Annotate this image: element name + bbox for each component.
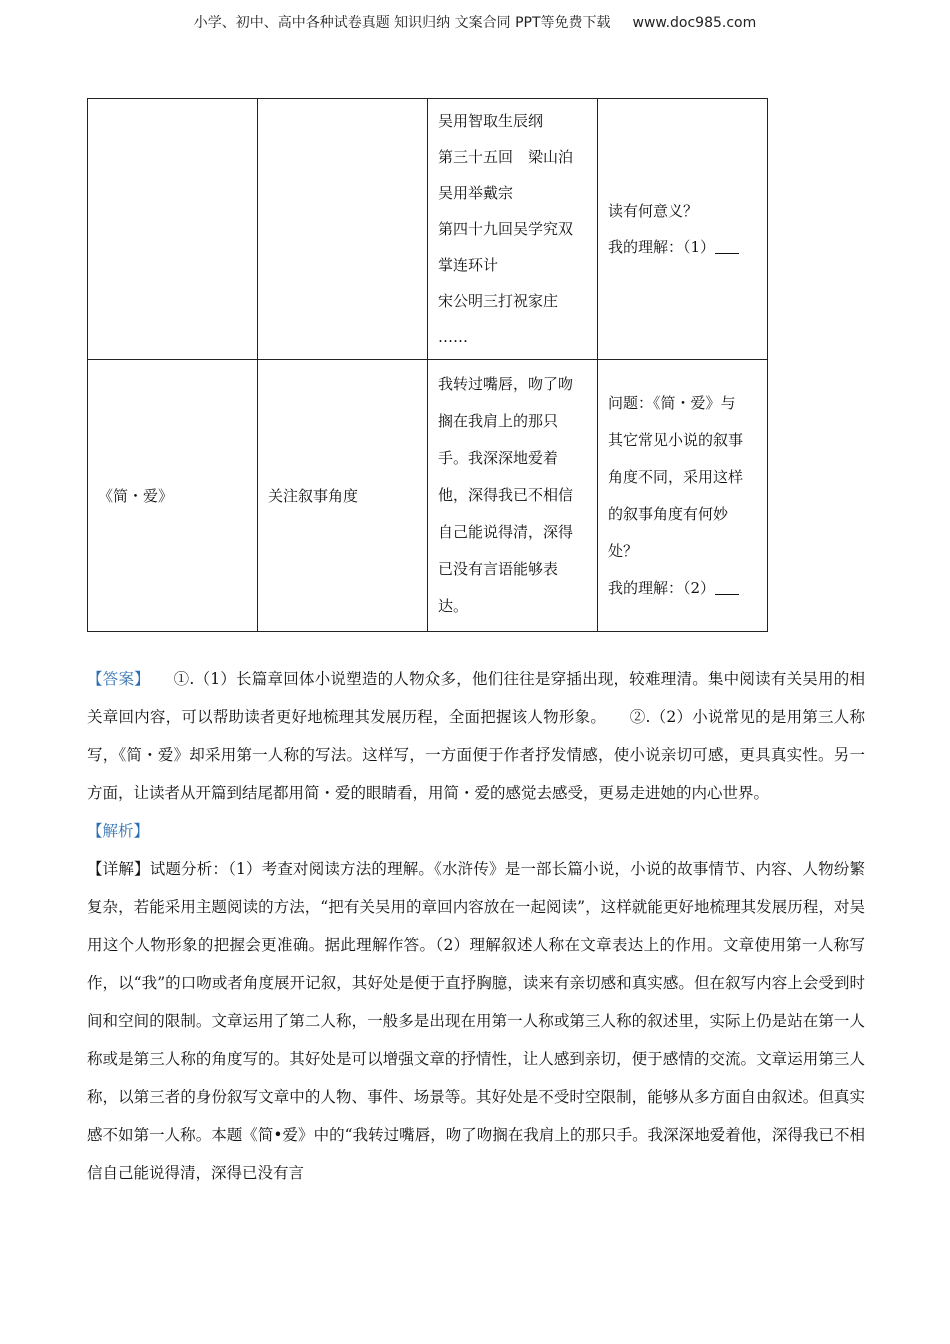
answer-blank[interactable] [715, 579, 739, 595]
answer-blank[interactable] [715, 238, 739, 254]
analysis-paragraph [87, 850, 865, 1192]
analysis-tag: 【解析】 [87, 822, 150, 840]
content-line: 已没有言语能够表 [438, 560, 559, 578]
content-line: 手。我深深地爱着 [438, 449, 559, 467]
header-text: 小学、初中、高中各种试卷真题 知识归纳 文案合同 PPT等免费下载 [193, 15, 611, 31]
content-line: …… [438, 328, 468, 346]
content-line: 第三十五回 梁山泊 [438, 148, 574, 166]
content-line: 他，深得我已不相信 [438, 486, 574, 504]
content-line: 第四十九回吴学究双 [438, 220, 574, 238]
method-cell [258, 99, 428, 360]
content-line: 掌连环计 [438, 256, 499, 274]
analysis-text: 试题分析：（1）考查对阅读方法的理解。《水浒传》是一部长篇小说，小说的故事情节、内容、人物纷繁复杂，若能采用主题阅读的方法，“把有关吴用的章回内容放在一起阅读”，这样就能更好地梳理其发展历程，对吴用这个人物形象的把握会更准确。据此理解作答。（2）理解叙述人称在文章表达上的作用。文章使用第一人称写作，以“我”的口吻或者角度展开记叙，其好处是便于直抒胸臆，读来有亲切感和真实感。但在叙写内容上会受到时间和空间的限制。文章运用了第二人称，一般多是出现在用第一人称或第三人称的叙述里，实际上仍是站在第一人称或是第三人称的角度写的。其好处是可以增强文章的抒情性，让人感到亲切，便于感情的交流。文章运用第三人称，以第三者的身份叙写文章中的人物、事件、场景等。其好处是不受时空限制，能够从多方面自由叙述。但真实感不如第一人称。本题《简•爱》中的“我转过嘴唇，吻了吻搁在我肩上的那只手。我深深地爱着他，深得我已不相信自己能说得清，深得已没有言 [87, 860, 865, 1182]
answer-paragraph [87, 660, 865, 812]
content-line: 宋公明三打祝家庄 [438, 292, 559, 310]
content-line: 达。 [438, 597, 469, 615]
content-line: 我转过嘴唇，吻了吻 [438, 375, 574, 393]
table-row [88, 99, 768, 360]
content-line: 搁在我肩上的那只 [438, 412, 559, 430]
question-line: 其它常见小说的叙事 [608, 430, 744, 449]
page-header [0, 12, 950, 32]
content-line: 吴用举戴宗 [438, 184, 514, 202]
analysis-heading [87, 812, 865, 850]
book-cell: 《简・爱》 [88, 360, 258, 632]
answer-text: ①.（1）长篇章回体小说塑造的人物众多，他们往往是穿插出现，较难理清。集中阅读有关吴用的相关章回内容，可以帮助读者更好地梳理其发展历程，全面把握该人物形象。 ②.（2）小说常见的是用第三人称写，《简・爱》却采用第一人称的写法。这样写，一方面便于作者抒发情感，使小说亲切可感，更具真实性。另一方面，让读者从开篇到结尾都用简・爱的眼睛看，用简・爱的感觉去感受，更易走进她的内心世界。 [87, 670, 865, 802]
detail-tag: 【详解】 [87, 860, 150, 878]
question-cell [598, 360, 768, 632]
question-cell [598, 99, 768, 360]
answer-tag: 【答案】 [87, 670, 143, 688]
content-line: 吴用智取生辰纲 [438, 112, 544, 130]
content-line: 自己能说得清，深得 [438, 523, 574, 541]
content-cell [428, 360, 598, 632]
question-line: 问题：《简・爱》与 [608, 393, 736, 412]
answer-section [87, 660, 865, 1192]
answer-prompt: 我的理解：（2） [608, 570, 757, 607]
question-line: 角度不同，采用这样 [608, 467, 744, 486]
answer-prompt: 我的理解：（1） [608, 229, 757, 265]
content-cell [428, 99, 598, 360]
question-line: 处？ [608, 541, 639, 560]
question-line: 的叙事角度有何妙 [608, 504, 729, 523]
question-line: 读有何意义？ [608, 202, 699, 220]
table-row [88, 360, 768, 632]
header-site: www.doc985.com [632, 15, 757, 31]
book-cell [88, 99, 258, 360]
question-table [87, 98, 768, 632]
method-cell: 关注叙事角度 [258, 360, 428, 632]
